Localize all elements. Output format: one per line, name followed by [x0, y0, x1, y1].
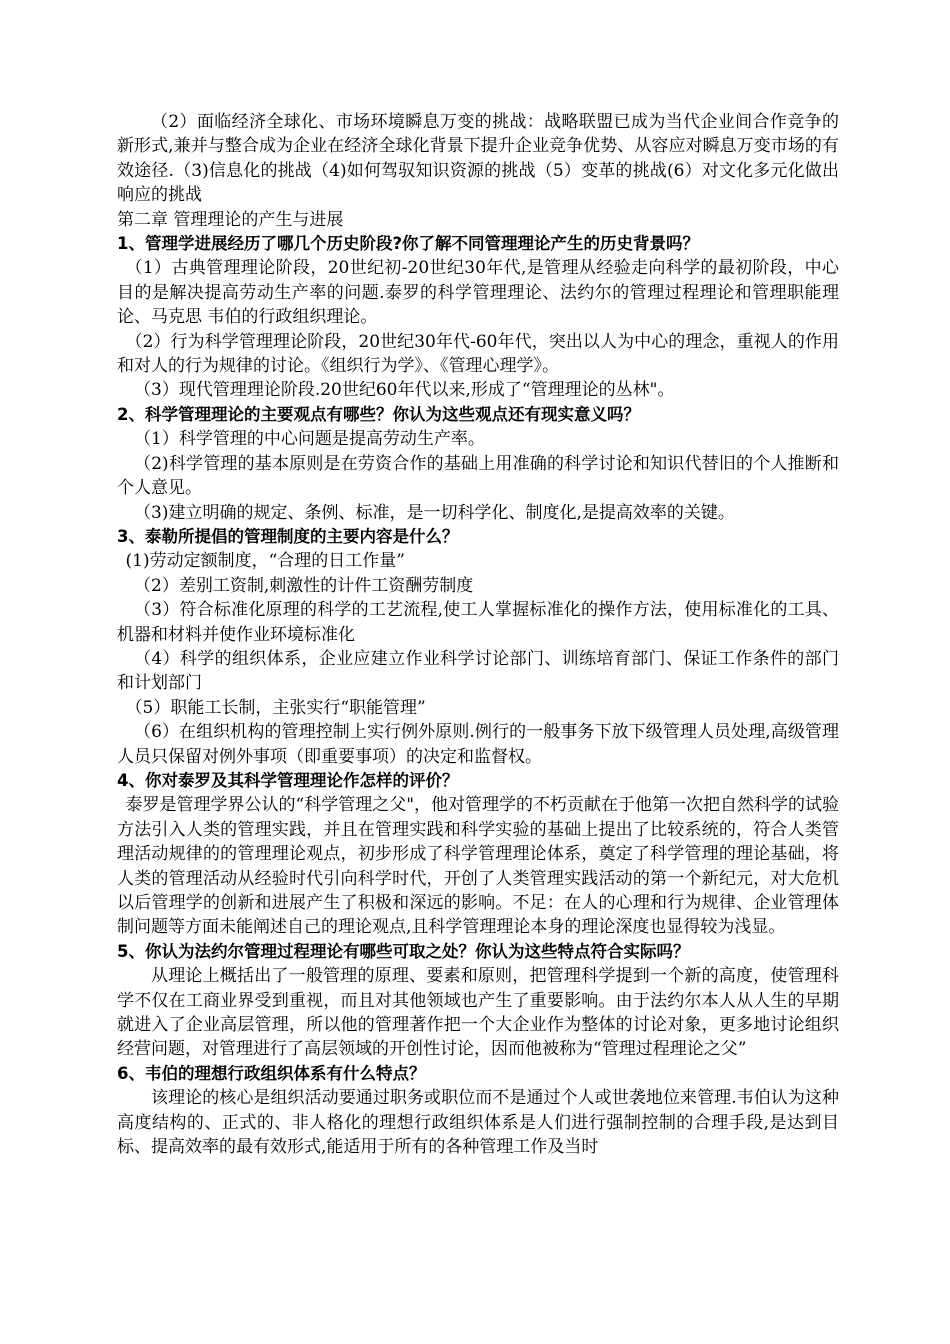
paragraph: （2）差别工资制,刺激性的计件工资酬劳制度 — [134, 575, 474, 596]
question-heading: 1、管理学进展经历了哪几个历史阶段?你了解不同管理理论产生的历史背景吗？ — [117, 234, 700, 254]
chapter-heading: 第二章 管理理论的产生与进展 — [117, 209, 344, 230]
paragraph: （5）职能工长制，主张实行“职能管理” — [125, 697, 426, 718]
paragraph: 该理论的核心是组织活动要通过职务或职位而不是通过个人或世袭地位来管理.韦伯认为这种高度结构的、正式的、非人格化的理想行政组织体系是人们进行强制控制的合理手段,是达到目标、提高效率的最有效形式,能适用于所有的各种管理工作及当时 — [117, 1088, 839, 1158]
question-heading: 5、你认为法约尔管理过程理论有哪些可取之处？你认为这些特点符合实际吗？ — [117, 941, 690, 961]
question-heading: 3、泰勒所提倡的管理制度的主要内容是什么？ — [117, 526, 459, 546]
paragraph: 从理论上概括出了一般管理的原理、要素和原则，把管理科学提到一个新的高度，使管理科学不仅在工商业界受到重视，而且对其他领域也产生了重要影响。由于法约尔本人从人生的早期就进入了企业高层管理，所以他的管理著作把一个大企业作为整体的讨论对象，更多地讨论组织经营问题，对管理进行了高层领域的开创性讨论，因而他被称为“管理过程理论之父” — [117, 966, 839, 1060]
paragraph: （1）科学管理的中心问题是提高劳动生产率。 — [134, 429, 485, 450]
paragraph: 泰罗是管理学界公认的“科学管理之父"，他对管理学的不朽贡献在于他第一次把自然科学的试验方法引入人类的管理实践，并且在管理实践和科学实验的基础上提出了比较系统的，符合人类管理活动规律的的管理理论观点，初步形成了科学管理理论体系，奠定了科学管理的理论基础，将人类的管理活动从经验时代引向科学时代，开创了人类管理实践活动的第一个新纪元，对大危机以后管理学的创新和进展产生了积极和深远的影响。不足：在人的心理和行为规律、企业管理体制问题等方面未能阐述自己的理论观点,且科学管理理论本身的理论深度也显得较为浅显。 — [117, 795, 840, 938]
paragraph: （2）面临经济全球化、市场环境瞬息万变的挑战：战略联盟已成为当代企业间合作竞争的新形式,兼并与整合成为企业在经济全球化背景下提升企业竞争优势、从容应对瞬息万变市场的有效途径.（3)信息化的挑战（4)如何驾驭知识资源的挑战（5）变革的挑战(6）对文化多元化做出响应的挑战 — [117, 112, 839, 206]
paragraph: （6）在组织机构的管理控制上实行例外原则.例行的一般事务下放下级管理人员处理,高级管理人员只保留对例外事项（即重要事项）的决定和监督权。 — [117, 722, 839, 767]
paragraph: （3）现代管理理论阶段.20世纪60年代以来,形成了“管理理论的丛林"。 — [134, 380, 675, 401]
paragraph: （3)建立明确的规定、条例、标准，是一切科学化、制度化,是提高效率的关键。 — [134, 502, 735, 523]
paragraph: （2）行为科学管理理论阶段，20世纪30年代-60年代，突出以人为中心的理念，重视人的作用和对人的行为规律的讨论。《组织行为学》、《管理心理学》。 — [117, 331, 839, 377]
paragraph: （4）科学的组织体系，企业应建立作业科学讨论部门、训练培育部门、保证工作条件的部门和计划部门 — [117, 648, 839, 694]
question-heading: 4、你对泰罗及其科学管理理论作怎样的评价？ — [117, 770, 459, 790]
paragraph: （1）古典管理理论阶段，20世纪初-20世纪30年代,是管理从经验走向科学的最初阶段，中心目的是解决提高劳动生产率的问题.泰罗的科学管理理论、法约尔的管理过程理论和管理职能理论、马克思 韦伯的行政组织理论。 — [117, 258, 839, 328]
document-page — [117, 110, 839, 1159]
question-heading: 2、科学管理理论的主要观点有哪些？你认为这些观点还有现实意义吗？ — [117, 404, 640, 424]
paragraph: （2)科学管理的基本原则是在劳资合作的基础上用准确的科学讨论和知识代替旧的个人推断和个人意见。 — [117, 453, 839, 499]
paragraph: （3）符合标准化原理的科学的工艺流程,使工人掌握标准化的操作方法，使用标准化的工具、机器和材料并使作业环境标准化 — [117, 600, 839, 645]
question-heading: 6、韦伯的理想行政组织体系有什么特点？ — [117, 1063, 426, 1083]
paragraph: (1)劳动定额制度，“合理的日工作量” — [125, 551, 405, 572]
